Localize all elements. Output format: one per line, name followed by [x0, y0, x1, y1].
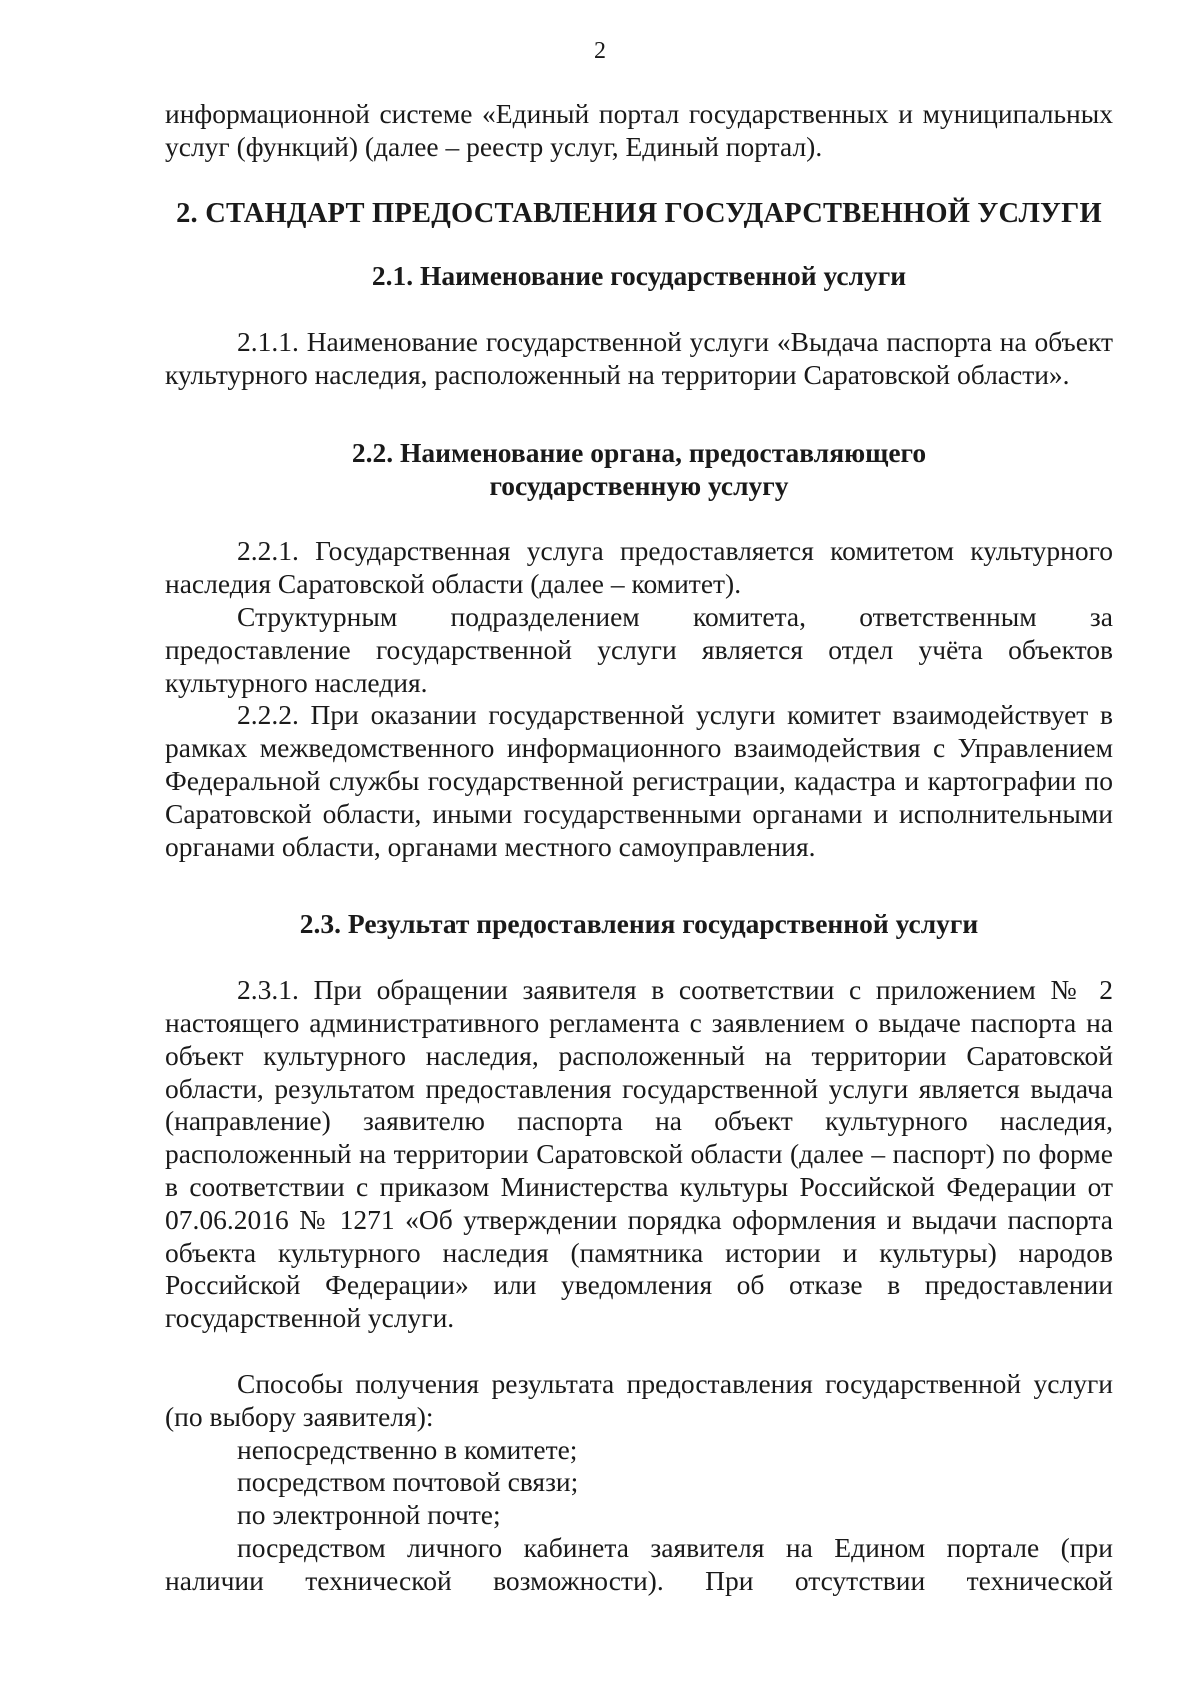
- heading-2-1: 2.1. Наименование государственной услуги: [371, 260, 907, 292]
- paragraph-method-portal-line1: посредством личного кабинета заявителя на Едином портале (при: [237, 1531, 1113, 1563]
- paragraph-2-3-1: 2.3.1. При обращении заявителя в соответствии с приложением № 2 настоящего административного регламента с заявлением о выдаче паспорта на объект культурного наследия, расположенный на территории Саратовской области, результатом предоставления государственной услуги является выдача (направление) заявителю паспорта на объект культурного наследия, расположенный на территории Саратовской области (далее – паспорт) по форме в соответствии с приказом Министерства культуры Российской Федерации от 07.06.2016 № 1271 «Об утверждении порядка оформления и выдачи паспорта объекта культурного наследия (памятника истории и культуры) народов Российской Федерации» или уведомления об отказе в предоставлении государственной услуги.: [165, 974, 1113, 1334]
- paragraph-2-2-2: 2.2.2. При оказании государственной услуги комитет взаимодействует в рамках межведомственного информационного взаимодействия с Управлением Федеральной службы государственной регистрации, кадастра и картографии по Саратовской области, иными государственными органами и исполнительными органами области, органами местного самоуправления.: [165, 699, 1113, 862]
- heading-2-2-line2: государственную услугу: [489, 469, 789, 501]
- method-item: непосредственно в комитете;: [237, 1433, 578, 1465]
- paragraph-methods-intro: Способы получения результата предоставления государственной услуги (по выбору заявителя):: [165, 1367, 1113, 1432]
- document-body: [165, 98, 1113, 1597]
- paragraph-structural-unit: Структурным подразделением комитета, ответственным за предоставление государственной услуги является отдел учёта объектов культурного наследия.: [165, 600, 1113, 698]
- paragraph-2-1-1: 2.1.1. Наименование государственной услуги «Выдача паспорта на объект культурного наследия, расположенный на территории Саратовской области».: [165, 326, 1113, 390]
- paragraph-2-2-1: 2.2.1. Государственная услуга предоставляется комитетом культурного наследия Саратовской области (далее – комитет).: [165, 535, 1113, 600]
- method-item: посредством почтовой связи;: [237, 1466, 579, 1498]
- intro-paragraph: информационной системе «Единый портал государственных и муниципальных услуг (функций) (далее – реестр услуг, Единый портал).: [165, 98, 1113, 162]
- heading-2-2: [165, 437, 1113, 503]
- method-item: по электронной почте;: [237, 1499, 501, 1531]
- heading-2-3: 2.3. Результат предоставления государственной услуги: [299, 908, 979, 940]
- page-number: 2: [594, 38, 606, 64]
- heading-2-2-line1: 2.2. Наименование органа, предоставляющего: [351, 436, 927, 468]
- section-title: 2. СТАНДАРТ ПРЕДОСТАВЛЕНИЯ ГОСУДАРСТВЕННОЙ УСЛУГИ: [176, 197, 1102, 229]
- paragraph-method-portal-line2: наличии технической возможности). При отсутствии технической: [165, 1564, 1113, 1596]
